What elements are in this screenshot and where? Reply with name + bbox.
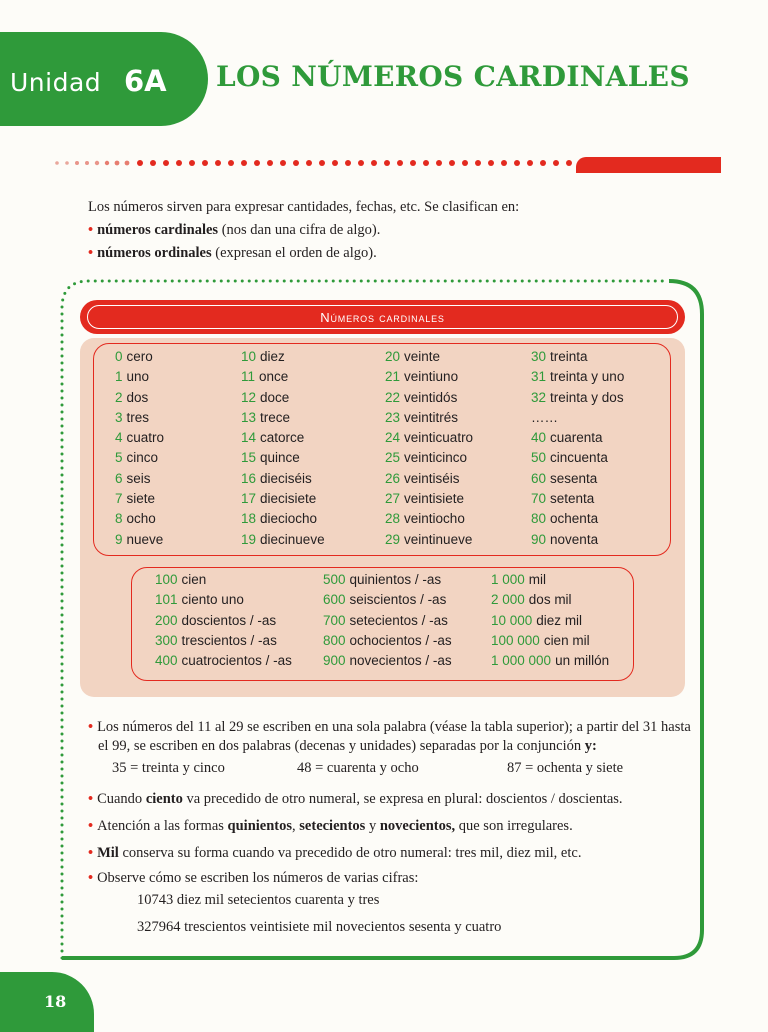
number-row — [115, 530, 164, 550]
number-word: veinticuatro — [404, 430, 474, 446]
number-digit: 4 — [115, 430, 123, 446]
number-digit: 0 — [115, 349, 123, 364]
number-row — [241, 347, 325, 367]
number-word: veinticinco — [404, 450, 468, 466]
number-digit: 31 — [531, 369, 547, 385]
number-word: cuatro — [126, 430, 165, 446]
number-row — [155, 631, 292, 651]
number-word: diez — [260, 349, 285, 364]
number-digit: 21 — [385, 369, 401, 385]
rule-text: que son irregulares. — [455, 818, 573, 834]
rule-emphasis: Mil — [97, 845, 119, 861]
number-word: diez mil — [536, 612, 583, 628]
number-word: treinta — [550, 349, 588, 364]
rule-emphasis: quinientos — [227, 818, 293, 834]
rule-emphasis: setecientos — [299, 818, 366, 834]
number-row — [385, 530, 473, 550]
number-row — [115, 347, 164, 367]
number-word: trece — [260, 409, 291, 425]
number-digit: 700 — [323, 612, 346, 628]
number-word: sesenta — [550, 470, 598, 486]
number-row — [531, 469, 624, 489]
number-row — [531, 448, 624, 468]
numbers-column-tens — [531, 347, 624, 550]
number-digit: 30 — [531, 349, 547, 364]
number-digit: 24 — [385, 430, 401, 446]
number-word: siete — [126, 491, 156, 507]
number-row — [385, 489, 473, 509]
rule-emphasis: ciento — [145, 791, 183, 807]
number-row — [115, 408, 164, 428]
number-digit: 100 000 — [491, 632, 540, 648]
number-row — [241, 408, 325, 428]
intro-bullet-cardinal — [88, 219, 519, 242]
number-word: cero — [126, 349, 153, 364]
number-row — [155, 611, 292, 631]
number-digit: 200 — [155, 612, 178, 628]
number-row — [491, 611, 609, 631]
number-row — [531, 347, 624, 367]
example-87: 87 = ochenta y siete — [507, 760, 624, 776]
bullet-icon: • — [88, 791, 94, 807]
number-digit: 600 — [323, 592, 346, 608]
number-row — [385, 347, 473, 367]
number-word: ochenta — [550, 511, 599, 527]
number-row — [241, 489, 325, 509]
number-word: ochocientos / -as — [349, 632, 452, 648]
number-digit: 15 — [241, 450, 257, 466]
number-digit: 101 — [155, 592, 178, 608]
number-word: cincuenta — [550, 450, 608, 466]
rule-emphasis: y: — [584, 738, 597, 754]
number-row — [115, 509, 164, 529]
number-row — [241, 530, 325, 550]
number-digit: 8 — [115, 511, 123, 527]
bullet-icon: • — [88, 870, 94, 886]
number-row — [531, 408, 624, 428]
rule-irregular — [88, 818, 573, 835]
number-word: once — [259, 369, 289, 385]
bullet-term: números ordinales — [97, 245, 212, 261]
number-row — [385, 448, 473, 468]
number-digit: 11 — [241, 369, 256, 385]
number-word: cuarenta — [550, 430, 603, 446]
number-word: quince — [260, 450, 300, 466]
number-word: ocho — [126, 511, 156, 527]
number-digit: 20 — [385, 349, 401, 364]
number-word: dieciocho — [260, 511, 318, 527]
number-row — [115, 489, 164, 509]
number-digit: 17 — [241, 491, 257, 507]
number-digit: 29 — [385, 531, 401, 547]
number-digit: 16 — [241, 470, 257, 486]
number-word: ciento uno — [181, 592, 244, 608]
number-word: trescientos / -as — [181, 632, 277, 648]
table-title: Números cardinales — [320, 310, 445, 325]
number-word: un millón — [555, 653, 610, 669]
number-row — [531, 530, 624, 550]
number-word: cien — [181, 572, 207, 587]
rule-text: Atención a las formas — [97, 818, 228, 834]
number-row — [385, 428, 473, 448]
number-word: veintitrés — [404, 409, 459, 425]
number-digit: 6 — [115, 470, 123, 486]
number-digit: 27 — [385, 491, 401, 507]
number-word: mil — [528, 572, 547, 587]
number-row — [115, 469, 164, 489]
number-digit: 10 — [241, 349, 257, 364]
number-row — [323, 651, 452, 671]
example-10743: 10743 diez mil setecientos cuarenta y tres — [137, 892, 380, 908]
number-word: cuatrocientos / -as — [181, 653, 292, 669]
number-row — [115, 428, 164, 448]
bullet-icon: • — [88, 245, 94, 261]
number-row — [241, 509, 325, 529]
number-digit: 800 — [323, 632, 346, 648]
number-word: setenta — [550, 491, 595, 507]
unit-label: Unidad — [10, 68, 102, 97]
number-row — [241, 448, 325, 468]
number-digit: 60 — [531, 470, 547, 486]
example-48: 48 = cuarenta y ocho — [297, 760, 419, 776]
page-title: LOS NÚMEROS CARDINALES — [216, 60, 690, 93]
number-word: seiscientos / -as — [349, 592, 447, 608]
number-row — [241, 367, 325, 387]
number-digit: 5 — [115, 450, 123, 466]
page-number: 18 — [44, 992, 67, 1011]
number-row — [385, 388, 473, 408]
rule-ciento — [88, 791, 623, 808]
number-digit: 26 — [385, 470, 401, 486]
intro-text — [88, 196, 519, 265]
number-digit: 400 — [155, 653, 178, 669]
rule-text: , — [292, 818, 300, 834]
number-row — [241, 428, 325, 448]
rule-emphasis: novecientos, — [379, 818, 456, 834]
number-row — [491, 590, 609, 610]
number-row — [531, 367, 624, 387]
number-row — [323, 590, 452, 610]
number-word: doscientos / -as — [181, 612, 277, 628]
number-digit: 80 — [531, 511, 547, 527]
number-digit: 14 — [241, 430, 257, 446]
red-accent-bar — [576, 157, 721, 173]
number-word: treinta y uno — [550, 369, 625, 385]
intro-line: Los números sirven para expresar cantidades, fechas, etc. Se clasifican en: — [88, 199, 520, 215]
rule-compound-numbers — [88, 718, 698, 756]
page-number-badge — [0, 972, 94, 1032]
number-row — [385, 408, 473, 428]
number-row — [155, 570, 292, 590]
rule-text: conserva su forma cuando va precedido de otro numeral: tres mil, diez mil, etc. — [118, 845, 582, 861]
number-word: treinta y dos — [550, 389, 624, 405]
numbers-column-20-29 — [385, 347, 473, 550]
number-digit: 22 — [385, 389, 401, 405]
number-row — [491, 631, 609, 651]
number-digit: 7 — [115, 491, 123, 507]
number-digit: 19 — [241, 531, 257, 547]
unit-number: 6A — [124, 64, 167, 98]
dotted-divider — [54, 157, 584, 169]
number-row — [531, 388, 624, 408]
number-word: dieciséis — [260, 470, 312, 486]
number-row — [531, 428, 624, 448]
number-word: veintisiete — [404, 491, 465, 507]
bullet-icon: • — [88, 845, 94, 861]
number-word: noventa — [550, 531, 599, 547]
rule-text: y — [365, 818, 380, 834]
intro-bullet-ordinal — [88, 242, 519, 265]
number-row — [155, 651, 292, 671]
rule-text: Los números del 11 al 29 se escriben en una sola palabra (véase la tabla superior); a partir del 31 hasta el 99, se escriben en dos palabras (decenas y unidades) separadas por la conjunción — [97, 719, 691, 754]
number-row — [241, 388, 325, 408]
number-word: nueve — [126, 531, 164, 547]
number-row — [531, 489, 624, 509]
number-word: diecisiete — [260, 491, 317, 507]
number-word: doce — [260, 389, 290, 405]
rule-text: va precedido de otro numeral, se expresa en plural: doscientos / doscientas. — [182, 791, 623, 807]
number-digit: 70 — [531, 491, 547, 507]
rule-text: Cuando — [97, 791, 146, 807]
number-row — [115, 367, 164, 387]
number-word: diecinueve — [260, 531, 325, 547]
example-327964: 327964 trescientos veintisiete mil novecientos sesenta y cuatro — [137, 919, 502, 935]
number-digit: 10 000 — [491, 612, 533, 628]
number-row — [531, 509, 624, 529]
number-digit: 1 000 — [491, 572, 525, 587]
number-row — [115, 448, 164, 468]
example-35: 35 = treinta y cinco — [112, 760, 225, 776]
number-row — [155, 590, 292, 610]
number-digit: 28 — [385, 511, 401, 527]
number-word: veintiuno — [404, 369, 459, 385]
number-digit: 40 — [531, 430, 547, 446]
rules-section — [88, 718, 698, 756]
number-digit: 2 — [115, 389, 123, 405]
number-word: cien mil — [543, 632, 590, 648]
number-digit: 100 — [155, 572, 178, 587]
number-digit: 90 — [531, 531, 547, 547]
number-digit: 13 — [241, 409, 257, 425]
number-word: veintiséis — [404, 470, 460, 486]
number-digit: 300 — [155, 632, 178, 648]
rule-multi-digit — [88, 870, 418, 887]
number-word: quinientos / -as — [349, 572, 442, 587]
unit-tab — [0, 32, 208, 126]
number-row — [323, 631, 452, 651]
number-row — [323, 570, 452, 590]
number-word: veintidós — [404, 389, 458, 405]
number-word: veintinueve — [404, 531, 473, 547]
number-digit: 9 — [115, 531, 123, 547]
number-word: cinco — [126, 450, 159, 466]
bullet-desc: (nos dan una cifra de algo). — [218, 222, 381, 238]
rule-mil — [88, 845, 581, 862]
numbers-column-0-9 — [115, 347, 164, 550]
number-word: catorce — [260, 430, 305, 446]
number-digit: 18 — [241, 511, 257, 527]
number-row — [323, 611, 452, 631]
number-word: dos mil — [528, 592, 572, 608]
number-row — [385, 509, 473, 529]
number-digit: 900 — [323, 653, 346, 669]
number-digit: 23 — [385, 409, 401, 425]
numbers-column-thousands — [491, 570, 609, 671]
numbers-column-hundreds — [155, 570, 292, 671]
number-word: tres — [126, 409, 150, 425]
bullet-term: números cardinales — [97, 222, 219, 238]
number-row — [241, 469, 325, 489]
ellipsis-row: …… — [531, 409, 558, 425]
number-word: novecientos / -as — [349, 653, 452, 669]
table-header-bar — [80, 300, 685, 334]
number-row — [115, 388, 164, 408]
number-row — [491, 651, 609, 671]
bullet-icon: • — [88, 222, 94, 238]
numbers-column-10-19 — [241, 347, 325, 550]
bullet-desc: (expresan el orden de algo). — [211, 245, 377, 261]
number-digit: 500 — [323, 572, 346, 587]
number-digit: 3 — [115, 409, 123, 425]
number-digit: 2 000 — [491, 592, 525, 608]
bullet-icon: • — [88, 719, 94, 735]
number-digit: 50 — [531, 450, 547, 466]
number-row — [491, 570, 609, 590]
number-digit: 1 — [115, 369, 123, 385]
number-word: veintiocho — [404, 511, 465, 527]
number-digit: 32 — [531, 389, 547, 405]
bullet-icon: • — [88, 818, 94, 834]
number-word: setecientos / -as — [349, 612, 448, 628]
number-word: veinte — [404, 349, 441, 364]
number-word: uno — [126, 369, 150, 385]
number-digit: 1 000 000 — [491, 653, 552, 669]
number-digit: 25 — [385, 450, 401, 466]
number-word: seis — [126, 470, 151, 486]
numbers-column-hundreds-2 — [323, 570, 452, 671]
number-row — [385, 367, 473, 387]
number-row — [385, 469, 473, 489]
number-digit: 12 — [241, 389, 257, 405]
number-word: dos — [126, 389, 149, 405]
rule-text: Observe cómo se escriben los números de varias cifras: — [97, 870, 419, 886]
